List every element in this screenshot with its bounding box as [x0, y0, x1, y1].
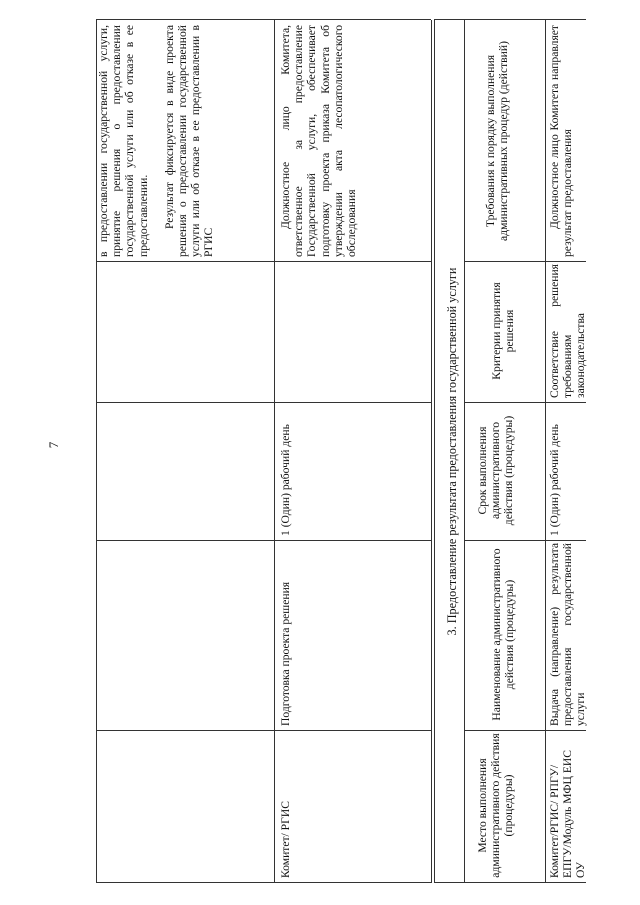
- table-cell-action: Выдача (направление) результата предоставления государственной услуги: [548, 543, 588, 726]
- column-header-term: Срок выполнения административного действия (процедуры): [476, 415, 516, 526]
- table-line: [434, 19, 586, 20]
- page-number: 7: [46, 441, 61, 449]
- table-cell-place: Комитет/ РГИС: [279, 801, 292, 878]
- table-line: [434, 882, 586, 883]
- column-header-criteria: Критерии принятия решения: [490, 282, 517, 380]
- table-cell-criteria: Соответствие решения требованиям законодательства: [548, 264, 588, 398]
- table-cell-requirements: Должностное лицо Комитета, ответственное за предоставление Государственной услуги, обеспечивает подготовку проекта приказа Комитета об утверждении акта лесопатологического обследования: [279, 25, 359, 257]
- table-line: [96, 261, 431, 262]
- table-line: [464, 540, 586, 541]
- table-line: [274, 20, 275, 883]
- table-line: [431, 20, 432, 883]
- table-line: [464, 730, 586, 731]
- table-cell-requirements: Должностное лицо Комитета направляет результат предоставления: [548, 25, 575, 257]
- table-cell-requirements: [97, 25, 273, 257]
- section-title: 3. Предоставление результата предоставления государственной услуги: [445, 267, 459, 636]
- table-line: [464, 402, 586, 403]
- column-header-requirements: Требования к порядку выполнения административных процедур (действий): [484, 41, 511, 241]
- result-text-2: Результат фиксируется в виде проекта решения о предоставлении государственной услуги или об отказе в ее предоставлении в РГИС: [162, 25, 216, 257]
- table-line: [96, 540, 431, 541]
- table-cell-action: Подготовка проекта решения: [279, 581, 292, 726]
- column-header-place: Место выполнения административного действия (процедуры): [476, 733, 516, 878]
- table-line: [464, 261, 586, 262]
- table-line: [96, 882, 431, 883]
- table-cell-place: Комитет/РГИС/ РПГУ/ЕПГУ/Модуль МФЦ ЕИС ОУ: [548, 749, 588, 878]
- column-header-action: Наименование административного действия (процедуры): [490, 548, 517, 721]
- table-line: [96, 19, 431, 20]
- table-cell-term: 1 (Один) рабочий день: [548, 424, 561, 536]
- table-cell-term: 1 (Один) рабочий день: [279, 424, 292, 536]
- table-line: [96, 402, 431, 403]
- table-line: [464, 20, 465, 883]
- result-text-1: в предоставлении государственной услуги, принятие решения о предоставлении государственной услуги или об отказе в ее предоставлении.: [97, 25, 150, 257]
- rotated-document: [76, 20, 586, 883]
- table-line: [545, 20, 546, 883]
- section-top-line: [434, 20, 435, 883]
- table-line: [96, 730, 431, 731]
